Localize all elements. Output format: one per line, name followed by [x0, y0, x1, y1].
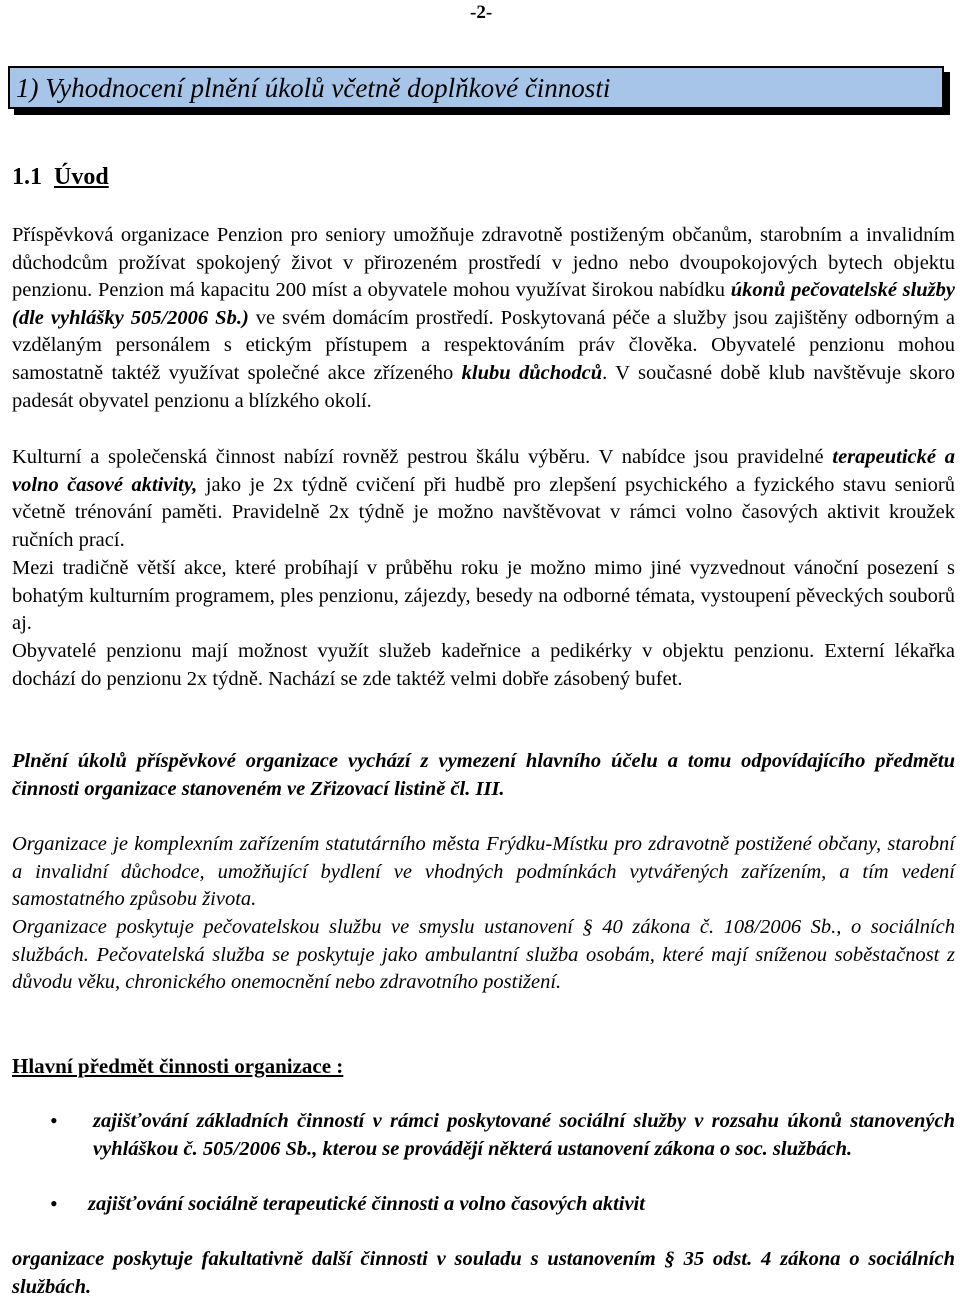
activities-paragraph	[12, 444, 955, 554]
chapter-heading: 1) Vyhodnocení plnění úkolů včetně doplňkové činnosti	[16, 73, 611, 103]
section-number: 1.1	[12, 164, 42, 190]
tasks-paragraph: Plnění úkolů příspěvkové organizace vychází z vymezení hlavního účelu a tomu odpovídajícího předmětu činnosti organizace stanoveném ve Zřizovací listině čl. III.	[12, 750, 955, 800]
main-activity-title: Hlavní předmět činnosti organizace :	[12, 1054, 344, 1078]
section-heading	[12, 164, 109, 191]
bullet-2-symbol: •	[50, 1191, 58, 1216]
section-title: Úvod	[54, 164, 109, 190]
activities-sentence-end: jako je 2x týdně cvičení při hudbě pro zlepšení psychického a fyzického stavu seniorů včetně trénování paměti. Pravidelně 2x týdně je možno navštěvovat v rámci volno časových aktivit kroužek ručních prací.	[12, 473, 955, 551]
services-paragraph: Obyvatelé penzionu mají možnost využít služeb kadeřnice a pedikérky v objektu penzionu. Externí lékařka dochází do penzionu 2x týdně. Nachází se zde taktéž velmi dobře zásobený bufet.	[12, 640, 955, 690]
intro-sentence-3: Poskytovaná péče a služby jsou zajištěny odborným a vzdělaným personálem s etickým přístupem a respektováním práv člověka. Obyvatelé penzionu mohou samostatně taktéž využívat společné akce zřízeného	[12, 306, 955, 384]
intro-sentence-1: Příspěvková organizace Penzion pro seniory umožňuje zdravotně postiženým občanům, starobním a invalidním důchodcům prožívat spokojený život v přirozeném prostředí v jedno nebo dvoupokojových bytech objektu penzionu.	[12, 224, 955, 302]
intro-paragraph	[12, 222, 955, 415]
care-service-paragraph: Organizace poskytuje pečovatelskou službu ve smyslu ustanovení § 40 zákona č. 108/2006 Sb., o sociálních službách. Pečovatelská služba se poskytuje jako ambulantní služba osobám, které mají sníženou soběstačnost z důvodu věku, chronického onemocnění nebo zdravotního postižení.	[12, 916, 955, 994]
events-paragraph: Mezi tradičně větší akce, které probíhají v průběhu roku je možno mimo jiné vyzvednout vánoční posezení s bohatým kulturním programem, ples penzionu, zájezdy, besedy na odborné témata, vystoupení pěveckých souborů aj.	[12, 557, 955, 635]
intro-sentence-2-end: ve svém domácím prostředí.	[248, 306, 494, 329]
bullet-1-symbol: •	[50, 1108, 58, 1133]
intro-sentence-3-end: . V současné době klub navštěvuje skoro padesát obyvatel penzionu a blízkého okolí.	[12, 361, 955, 412]
intro-sentence-2: Penzion má kapacitu 200 míst a obyvatele mohou využívat širokou nabídku	[92, 279, 731, 302]
bullet-2-text: zajišťování sociálně terapeutické činnosti a volno časových aktivit	[88, 1193, 645, 1215]
intro-club-emphasis: klubu důchodců	[461, 361, 603, 384]
page-number: -2-	[470, 2, 493, 23]
optional-activities-paragraph: organizace poskytuje fakultativně další činnosti v souladu s ustanovením § 35 odst. 4 zákona o sociálních službách.	[12, 1248, 955, 1298]
activities-sentence-1: Kulturní a společenská činnost nabízí rovněž pestrou škálu výběru. V nabídce jsou pravidelné	[12, 446, 833, 468]
bullet-1-text: zajišťování základních činností v rámci poskytované sociální služby v rozsahu úkonů stanovených vyhláškou č. 505/2006 Sb., kterou se provádějí některá ustanovení zákona o soc. službách.	[93, 1110, 955, 1160]
organization-paragraph: Organizace je komplexním zařízením statutárního města Frýdku-Místku pro zdravotně postižené občany, starobní a invalidní důchodce, umožňující bydlení ve vhodných podmínkách vytvářených zařízením, a tím vedení samostatného způsobu života.	[12, 833, 955, 911]
intro-services-emphasis: úkonů pečovatelské služby (dle vyhlášky 505/2006 Sb.)	[12, 279, 955, 329]
chapter-heading-box	[8, 66, 944, 109]
activities-emphasis: terapeutické a volno časové aktivity,	[12, 446, 955, 496]
